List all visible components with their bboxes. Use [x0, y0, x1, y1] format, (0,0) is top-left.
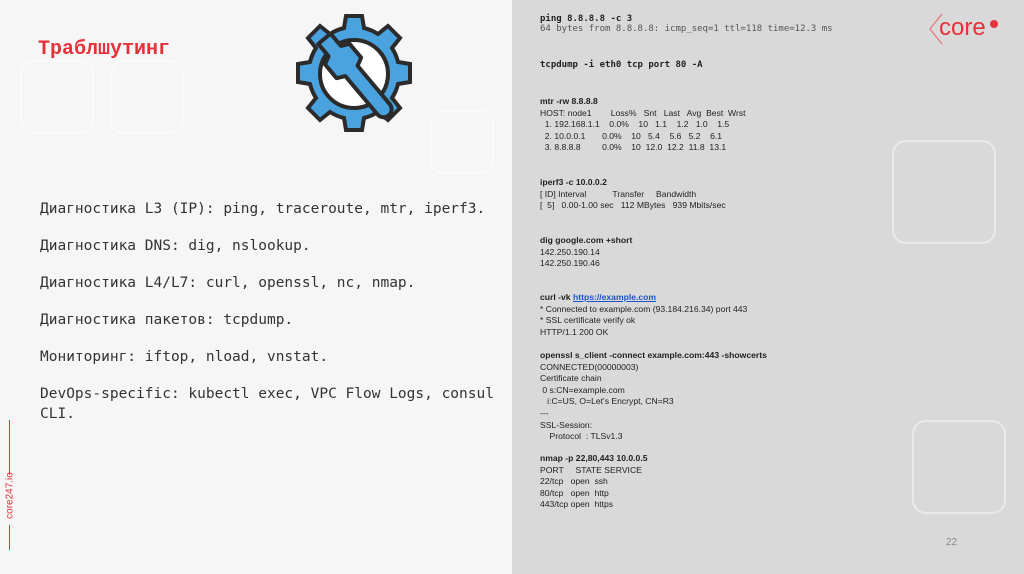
decor-shape: [430, 110, 494, 174]
command-line: ping 8.8.8.8 -c 3: [540, 14, 633, 24]
command-line: dig google.com +short: [540, 235, 633, 245]
output-line: * Connected to example.com (93.184.216.34) port 443: [540, 303, 748, 314]
output-line: 3. 8.8.8.8 0.0% 10 12.0 12.2 11.8 13.1: [540, 142, 727, 153]
output-line: 1. 192.168.1.1 0.0% 10 1.1 1.2 1.0 1.5: [540, 119, 730, 130]
output-line: i:C=US, O=Let's Encrypt, CN=R3: [540, 396, 674, 407]
diagnostics-list: [40, 199, 503, 441]
nmap-block: [540, 453, 1010, 511]
page-number: 22: [946, 537, 958, 548]
output-line: HOST: node1 Loss% Snt Last Avg Best Wrst: [540, 107, 746, 118]
output-line: 64 bytes from 8.8.8.8: icmp_seq=1 ttl=118 time=12.3 ms: [540, 24, 833, 34]
output-line: 142.250.190.46: [540, 258, 600, 269]
output-line: 2. 10.0.0.1 0.0% 10 5.4 5.6 5.2 6.1: [540, 130, 723, 141]
core-logo: core: [939, 14, 986, 41]
output-line: * SSL certificate verify ok: [540, 315, 636, 326]
output-line: ---: [540, 407, 549, 418]
side-divider: [9, 525, 10, 550]
tcpdump-block: [540, 60, 1010, 70]
command-line: tcpdump -i eth0 tcp port 80 -A: [540, 60, 703, 70]
list-item: Диагностика пакетов: tcpdump.: [40, 312, 294, 328]
command-line: iperf3 -c 10.0.0.2: [540, 177, 607, 187]
list-item: Диагностика DNS: dig, nslookup.: [40, 238, 311, 254]
output-line: HTTP/1.1 200 OK: [540, 326, 609, 337]
output-line: 0 s:CN=example.com: [540, 384, 625, 395]
output-line: PORT STATE SERVICE: [540, 464, 642, 475]
output-line: 22/tcp open ssh: [540, 476, 608, 487]
decor-shape: [20, 60, 94, 134]
openssl-block: [540, 350, 1010, 443]
slide-title: Траблшутинг: [38, 38, 171, 61]
list-item: Диагностика L3 (IP): ping, traceroute, mtr, iperf3.: [40, 201, 486, 217]
example-link[interactable]: https://example.com: [572, 292, 657, 302]
list-item: DevOps-specific: kubectl exec, VPC Flow Logs, consul CLI.: [40, 386, 503, 422]
output-line: CONNECTED(00000003): [540, 361, 639, 372]
output-line: 142.250.190.14: [540, 246, 600, 257]
output-line: Protocol : TLSv1.3: [540, 431, 623, 442]
output-line: [ ID] Interval Transfer Bandwidth: [540, 188, 697, 199]
iperf-block: [540, 177, 1010, 212]
command-line: openssl s_client -connect example.com:443 -showcerts: [540, 350, 767, 360]
command-line: mtr -rw 8.8.8.8: [540, 96, 598, 106]
curl-block: [540, 292, 1010, 338]
output-line: 80/tcp open http: [540, 487, 609, 498]
command-line: nmap -p 22,80,443 10.0.0.5: [540, 453, 648, 463]
command-line: curl -vk: [540, 292, 573, 302]
decor-shape: [110, 60, 184, 134]
output-line: SSL-Session:: [540, 419, 593, 430]
list-item: Диагностика L4/L7: curl, openssl, nc, nmap.: [40, 275, 416, 291]
logo-dot: [990, 20, 998, 28]
output-line: [ 5] 0.00-1.00 sec 112 MBytes 939 Mbits/sec: [540, 200, 726, 211]
list-item: Мониторинг: iftop, nload, vnstat.: [40, 349, 329, 365]
output-line: 443/tcp open https: [540, 499, 614, 510]
brand-site: core247.io: [4, 472, 16, 519]
wrench-gear-icon: [292, 12, 416, 152]
dig-block: [540, 235, 1010, 270]
mtr-block: [540, 96, 1010, 154]
output-line: Certificate chain: [540, 373, 602, 384]
